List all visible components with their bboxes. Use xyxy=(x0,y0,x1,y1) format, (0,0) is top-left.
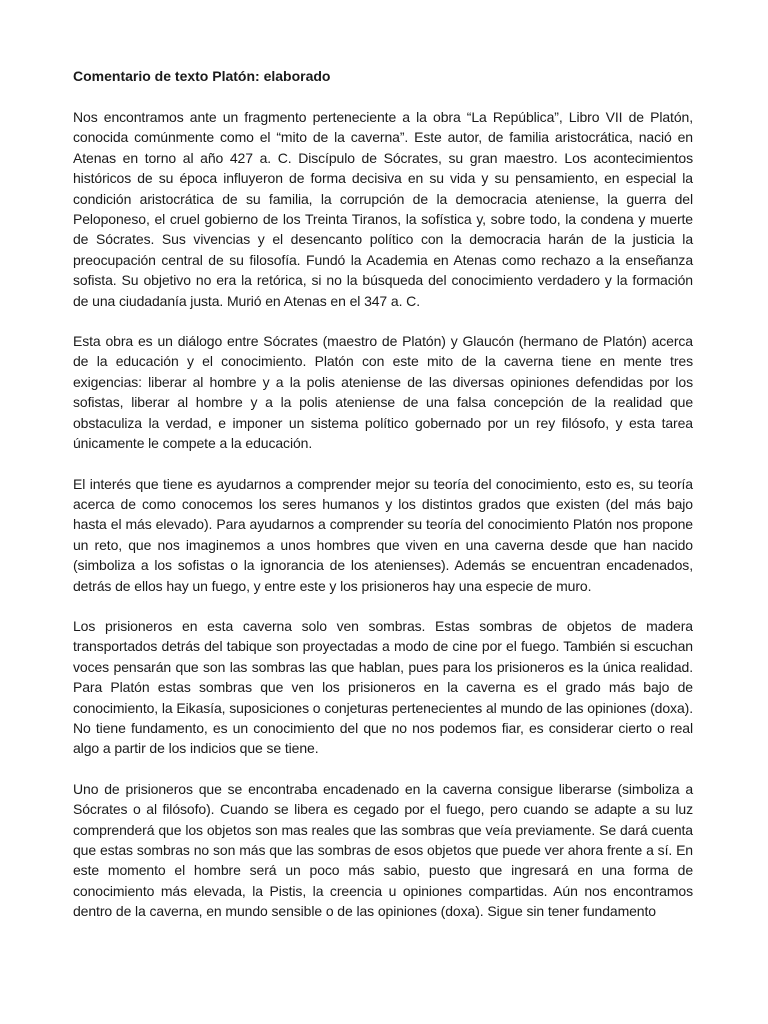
paragraph-5: Uno de prisioneros que se encontraba encadenado en la caverna consigue liberarse (simboliza a Sócrates o al filósofo). Cuando se libera es cegado por el fuego, pero cuando se adapte a su luz comprenderá que los objetos son mas reales que las sombras que veía previamente. Se dará cuenta que estas sombras no son más que las sombras de esos objetos que puede ver ahora frente a sí. En este momento el hombre será un poco más sabio, puesto que ingresará en una forma de conocimiento más elevada, la Pistis, la creencia u opiniones compartidas. Aún nos encontramos dentro de la caverna, en mundo sensible o de las opiniones (doxa). Sigue sin tener fundamento xyxy=(73,780,693,920)
document-title: Comentario de texto Platón: elaborado xyxy=(73,68,331,84)
paragraph-1: Nos encontramos ante un fragmento perteneciente a la obra “La República”, Libro VII de Platón, conocida comúnmente como el “mito de la caverna”. Este autor, de familia aristocrática, nació en Atenas en torno al año 427 a. C. Discípulo de Sócrates, su gran maestro. Los acontecimientos históricos de su época influyeron de forma decisiva en su vida y su pensamiento, en especial la condición aristocrática de su familia, la corrupción de la democracia ateniense, la guerra del Peloponeso, el cruel gobierno de los Treinta Tiranos, la sofística y, sobre todo, la condena y muerte de Sócrates. Sus vivencias y el desencanto político con la democracia harán de la justicia la preocupación central de su filosofía. Fundó la Academia en Atenas como rechazo a la enseñanza sofista. Su objetivo no era la retórica, si no la búsqueda del conocimiento verdadero y la formación de una ciudadanía justa. Murió en Atenas en el 347 a. C. xyxy=(73,109,693,309)
paragraph-3: El interés que tiene es ayudarnos a comprender mejor su teoría del conocimiento, esto es, su teoría acerca de como conocemos los seres humanos y los distintos grados que existen (del más bajo hasta el más elevado). Para ayudarnos a comprender su teoría del conocimiento Platón nos propone un reto, que nos imaginemos a unos hombres que viven en una caverna desde que han nacido (simboliza a los sofistas o la ignorancia de los atenienses). Además se encuentran encadenados, detrás de ellos hay un fuego, y entre este y los prisioneros hay una especie de muro. xyxy=(73,475,693,594)
document-page xyxy=(73,66,693,942)
paragraph-4: Los prisioneros en esta caverna solo ven sombras. Estas sombras de objetos de madera transportados detrás del tabique son proyectadas a modo de cine por el fuego. También si escuchan voces pensarán que son las sombras las que hablan, pues para los prisioneros es la única realidad. Para Platón estas sombras que ven los prisioneros en la caverna es el grado más bajo de conocimiento, la Eikasía, suposiciones o conjeturas pertenecientes al mundo de las opiniones (doxa). No tiene fundamento, es un conocimiento del que no nos podemos fiar, es considerar cierto o real algo a partir de los indicios que se tiene. xyxy=(73,617,693,757)
paragraph-2: Esta obra es un diálogo entre Sócrates (maestro de Platón) y Glaucón (hermano de Platón) acerca de la educación y el conocimiento. Platón con este mito de la caverna tiene en mente tres exigencias: liberar al hombre y a la polis ateniense de las diversas opiniones defendidas por los sofistas, liberar al hombre y a la polis ateniense de una falsa concepción de la realidad que obstaculiza la verdad, e imponer un sistema político gobernado por un rey filósofo, y esta tarea únicamente le compete a la educación. xyxy=(73,333,693,452)
